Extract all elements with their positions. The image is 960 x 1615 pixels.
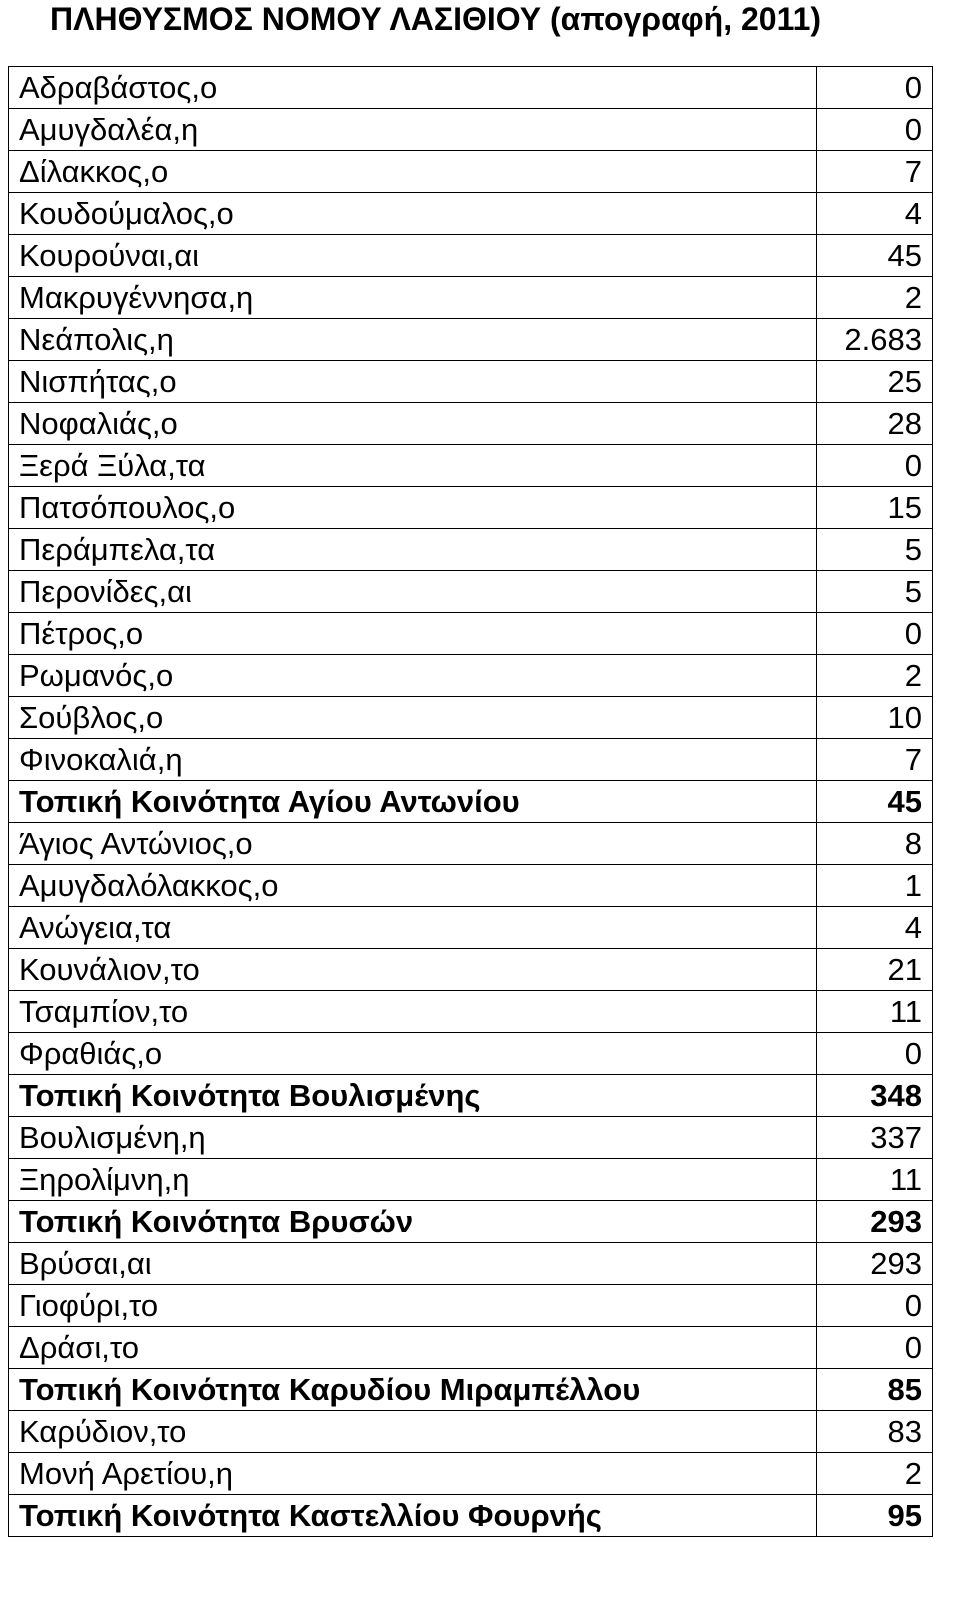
settlement-name-cell: Μακρυγέννησα,η [9, 277, 817, 319]
settlement-name-cell: Νεάπολις,η [9, 319, 817, 361]
table-row [9, 697, 933, 739]
population-value-cell: 0 [817, 1327, 933, 1369]
table-row [9, 865, 933, 907]
settlement-name-cell: Πατσόπουλος,ο [9, 487, 817, 529]
settlement-name-cell: Ξηρολίμνη,η [9, 1159, 817, 1201]
population-value-cell: 0 [817, 109, 933, 151]
settlement-name-cell: Τοπική Κοινότητα Αγίου Αντωνίου [9, 781, 817, 823]
table-row [9, 1411, 933, 1453]
population-value-cell: 0 [817, 445, 933, 487]
settlement-name-cell: Περονίδες,αι [9, 571, 817, 613]
settlement-name-cell: Βουλισμένη,η [9, 1117, 817, 1159]
table-row [9, 193, 933, 235]
population-value-cell: 1 [817, 865, 933, 907]
settlement-name-cell: Ρωμανός,ο [9, 655, 817, 697]
settlement-name-cell: Αδραβάστος,ο [9, 67, 817, 109]
population-value-cell: 337 [817, 1117, 933, 1159]
settlement-name-cell: Νοφαλιάς,ο [9, 403, 817, 445]
settlement-name-cell: Τοπική Κοινότητα Καστελλίου Φουρνής [9, 1495, 817, 1537]
population-value-cell: 0 [817, 613, 933, 655]
population-value-cell: 28 [817, 403, 933, 445]
settlement-name-cell: Δράσι,το [9, 1327, 817, 1369]
population-value-cell: 0 [817, 1033, 933, 1075]
population-value-cell: 15 [817, 487, 933, 529]
table-row [9, 1033, 933, 1075]
community-total-row [9, 1075, 933, 1117]
table-row [9, 151, 933, 193]
population-value-cell: 95 [817, 1495, 933, 1537]
community-total-row [9, 781, 933, 823]
table-row [9, 487, 933, 529]
settlement-name-cell: Τοπική Κοινότητα Βουλισμένης [9, 1075, 817, 1117]
population-value-cell: 2 [817, 1453, 933, 1495]
table-row [9, 907, 933, 949]
table-row [9, 991, 933, 1033]
settlement-name-cell: Άγιος Αντώνιος,ο [9, 823, 817, 865]
population-value-cell: 10 [817, 697, 933, 739]
table-row [9, 109, 933, 151]
settlement-name-cell: Κουνάλιον,το [9, 949, 817, 991]
settlement-name-cell: Φινοκαλιά,η [9, 739, 817, 781]
population-table-body [9, 67, 933, 1537]
population-value-cell: 0 [817, 67, 933, 109]
table-row [9, 1285, 933, 1327]
settlement-name-cell: Περάμπελα,τα [9, 529, 817, 571]
table-row [9, 739, 933, 781]
population-value-cell: 2.683 [817, 319, 933, 361]
table-row [9, 277, 933, 319]
table-row [9, 445, 933, 487]
settlement-name-cell: Αμυγδαλέα,η [9, 109, 817, 151]
table-row [9, 655, 933, 697]
table-row [9, 823, 933, 865]
community-total-row [9, 1201, 933, 1243]
population-value-cell: 83 [817, 1411, 933, 1453]
settlement-name-cell: Κουδούμαλος,ο [9, 193, 817, 235]
population-value-cell: 348 [817, 1075, 933, 1117]
settlement-name-cell: Ξερά Ξύλα,τα [9, 445, 817, 487]
table-row [9, 1117, 933, 1159]
settlement-name-cell: Πέτρος,ο [9, 613, 817, 655]
population-value-cell: 5 [817, 571, 933, 613]
table-row [9, 403, 933, 445]
population-value-cell: 2 [817, 277, 933, 319]
population-value-cell: 7 [817, 151, 933, 193]
table-row [9, 67, 933, 109]
settlement-name-cell: Γιοφύρι,το [9, 1285, 817, 1327]
settlement-name-cell: Τοπική Κοινότητα Βρυσών [9, 1201, 817, 1243]
table-row [9, 361, 933, 403]
population-value-cell: 85 [817, 1369, 933, 1411]
page-title: ΠΛΗΘΥΣΜΟΣ ΝΟΜΟΥ ΛΑΣΙΘΙΟΥ (απογραφή, 2011) [50, 1, 822, 37]
population-value-cell: 21 [817, 949, 933, 991]
settlement-name-cell: Βρύσαι,αι [9, 1243, 817, 1285]
table-row [9, 235, 933, 277]
table-row [9, 1453, 933, 1495]
community-total-row [9, 1369, 933, 1411]
population-value-cell: 11 [817, 991, 933, 1033]
table-row [9, 613, 933, 655]
population-value-cell: 45 [817, 781, 933, 823]
settlement-name-cell: Ανώγεια,τα [9, 907, 817, 949]
settlement-name-cell: Σούβλος,ο [9, 697, 817, 739]
population-value-cell: 45 [817, 235, 933, 277]
table-row [9, 319, 933, 361]
settlement-name-cell: Μονή Αρετίου,η [9, 1453, 817, 1495]
table-row [9, 1159, 933, 1201]
population-value-cell: 4 [817, 193, 933, 235]
settlement-name-cell: Φραθιάς,ο [9, 1033, 817, 1075]
settlement-name-cell: Νισπήτας,ο [9, 361, 817, 403]
population-value-cell: 7 [817, 739, 933, 781]
table-row [9, 1327, 933, 1369]
community-total-row [9, 1495, 933, 1537]
settlement-name-cell: Αμυγδαλόλακκος,ο [9, 865, 817, 907]
table-row [9, 1243, 933, 1285]
settlement-name-cell: Κουρούναι,αι [9, 235, 817, 277]
settlement-name-cell: Τοπική Κοινότητα Καρυδίου Μιραμπέλλου [9, 1369, 817, 1411]
population-table [8, 66, 933, 1537]
settlement-name-cell: Τσαμπίον,το [9, 991, 817, 1033]
population-value-cell: 4 [817, 907, 933, 949]
population-value-cell: 8 [817, 823, 933, 865]
population-value-cell: 0 [817, 1285, 933, 1327]
population-value-cell: 25 [817, 361, 933, 403]
settlement-name-cell: Δίλακκος,ο [9, 151, 817, 193]
table-row [9, 571, 933, 613]
table-row [9, 529, 933, 571]
population-value-cell: 11 [817, 1159, 933, 1201]
settlement-name-cell: Καρύδιον,το [9, 1411, 817, 1453]
table-row [9, 949, 933, 991]
population-value-cell: 293 [817, 1201, 933, 1243]
population-value-cell: 293 [817, 1243, 933, 1285]
population-value-cell: 2 [817, 655, 933, 697]
population-value-cell: 5 [817, 529, 933, 571]
